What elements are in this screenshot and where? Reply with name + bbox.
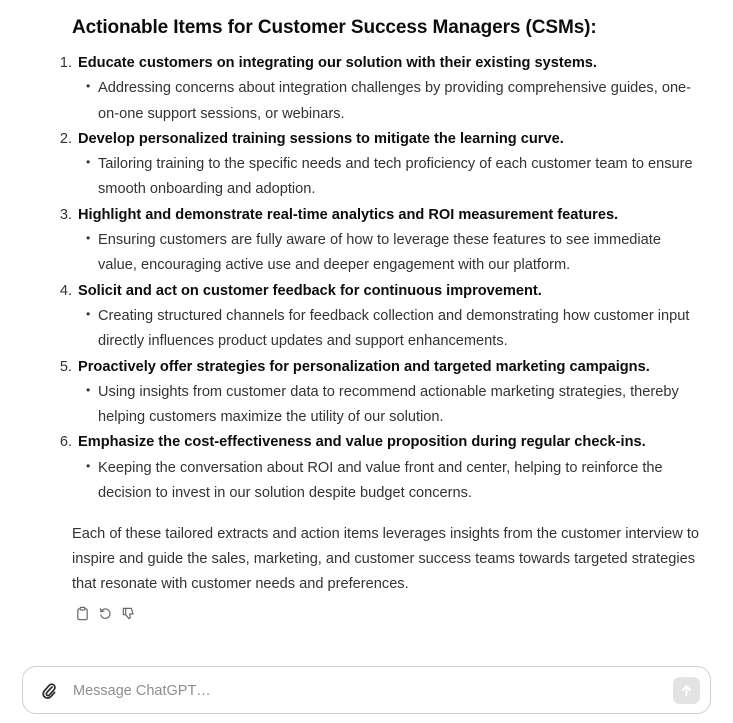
item-number: 3. <box>59 206 72 223</box>
attach-button[interactable] <box>39 681 59 701</box>
list-item <box>59 279 702 355</box>
item-number: 6. <box>59 434 72 451</box>
item-detail <box>72 76 694 127</box>
regenerate-icon <box>98 606 113 621</box>
regenerate-button[interactable] <box>97 605 113 621</box>
item-title: Solicit and act on customer feedback for continuous improvement. <box>78 282 542 299</box>
item-title: Develop personalized training sessions to mitigate the learning curve. <box>78 130 564 147</box>
item-detail-text: Ensuring customers are fully aware of how to leverage these features to see immediate value, encouraging active use and deeper engagement with our platform. <box>98 232 661 274</box>
copy-button[interactable] <box>74 605 90 621</box>
list-item <box>59 203 702 279</box>
item-detail-text: Addressing concerns about integration challenges by providing comprehensive guides, one-on-one support sessions, or webinars. <box>98 80 692 122</box>
paperclip-icon <box>39 681 59 701</box>
arrow-up-icon <box>679 683 694 698</box>
thumbs-down-button[interactable] <box>120 605 136 621</box>
item-detail <box>72 228 694 279</box>
bullet-icon: • <box>86 79 91 94</box>
send-button[interactable] <box>673 677 700 704</box>
item-number: 1. <box>59 55 72 71</box>
action-items-list <box>59 51 702 506</box>
thumbs-down-icon <box>121 606 136 621</box>
item-detail <box>72 152 694 203</box>
section-heading: Actionable Items for Customer Success Managers (CSMs): <box>72 17 597 38</box>
summary-paragraph: Each of these tailored extracts and action items leverages insights from the customer interview to inspire and guide the sales, marketing, and customer success teams towards targeted strategies that resonate with customer needs and preferences. <box>72 526 700 592</box>
message-input[interactable] <box>71 679 635 703</box>
item-title: Proactively offer strategies for personalization and targeted marketing campaigns. <box>78 358 650 375</box>
item-detail <box>72 456 694 507</box>
list-item <box>59 430 702 506</box>
item-detail-text: Tailoring training to the specific needs and tech proficiency of each customer team to ensure smooth onboarding and adoption. <box>98 156 693 198</box>
item-title: Highlight and demonstrate real-time analytics and ROI measurement features. <box>78 206 619 223</box>
clipboard-icon <box>75 606 90 621</box>
bullet-icon: • <box>86 155 91 170</box>
bullet-icon: • <box>86 382 91 397</box>
list-item <box>59 51 702 127</box>
item-title: Emphasize the cost-effectiveness and value proposition during regular check-ins. <box>78 434 646 451</box>
item-number: 4. <box>59 282 72 299</box>
item-detail-text: Using insights from customer data to recommend actionable marketing strategies, thereby helping customers maximize the utility of our solution. <box>98 383 679 426</box>
bullet-icon: • <box>86 458 91 473</box>
bullet-icon: • <box>86 306 91 321</box>
message-actions <box>74 605 136 621</box>
list-item <box>59 127 702 203</box>
item-detail <box>72 304 694 355</box>
item-number: 5. <box>59 358 72 375</box>
item-title: Educate customers on integrating our solution with their existing systems. <box>78 55 597 71</box>
list-item <box>59 355 702 431</box>
item-detail <box>72 380 694 431</box>
item-number: 2. <box>59 130 72 147</box>
message-composer <box>22 666 711 714</box>
bullet-icon: • <box>86 231 91 246</box>
item-detail-text: Creating structured channels for feedback collection and demonstrating how customer input directly influences product updates and support enhancements. <box>98 307 690 350</box>
item-detail-text: Keeping the conversation about ROI and value front and center, helping to reinforce the decision to invest in our solution despite budget concerns. <box>98 459 663 502</box>
